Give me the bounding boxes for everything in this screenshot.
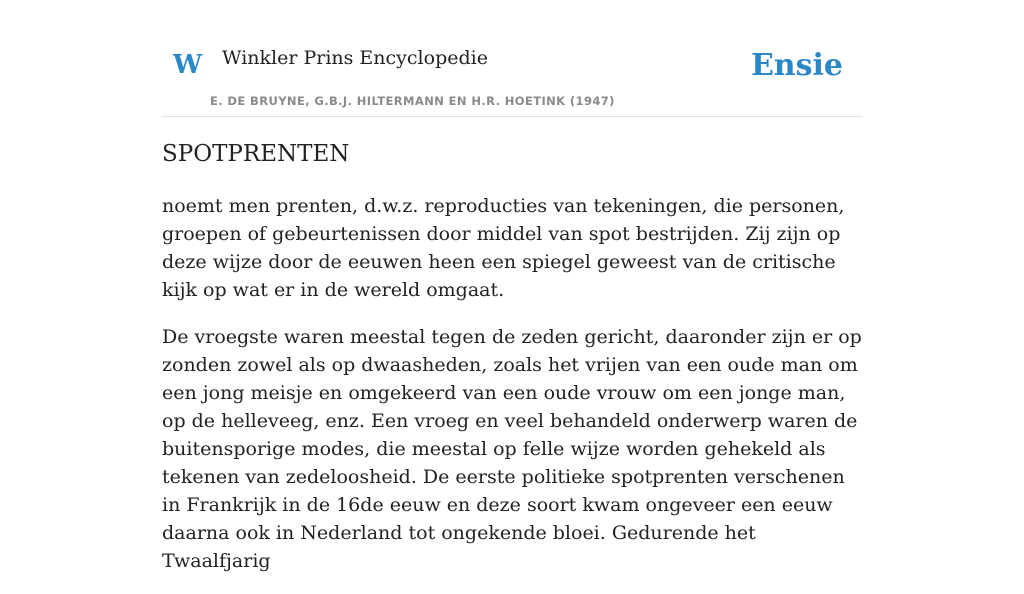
header xyxy=(162,0,862,117)
source-title[interactable]: Winkler Prins Encyclopedie xyxy=(222,47,488,69)
page xyxy=(162,0,862,572)
source-logo[interactable]: W xyxy=(173,50,203,80)
paragraph: noemt men prenten, d.w.z. reproducties van tekeningen, die personen, groepen of gebeurtenissen door middel van spot bestrijden. Zij zijn op deze wijze door de eeuwen heen een spiegel geweest van de critische kijk op wat er in de wereld omgaat. xyxy=(162,195,845,301)
entry-title: SPOTPRENTEN xyxy=(162,141,350,167)
paragraph: De vroegste waren meestal tegen de zeden gericht, daaronder zijn er op zonden zowel als op dwaasheden, zoals het vrijen van een oude man om een jong meisje en omgekeerd van een oude vrouw om een jonge man, op de helleveeg, enz. Een vroeg en veel behandeld onderwerp waren de buitensporige modes, die meestal op felle wijze worden gehekeld als tekenen van zedeloosheid. De eerste politieke spotprenten verschenen in Frankrijk in de 16de eeuw en deze soort kwam ongeveer een eeuw daarna ook in Nederland tot ongekende bloei. Gedurende het Twaalfjarig xyxy=(162,326,862,572)
entry-body xyxy=(162,192,862,594)
ensie-logo-link[interactable]: Ensie xyxy=(750,48,843,83)
source-authors: E. DE BRUYNE, G.B.J. HILTERMANN EN H.R. HOETINK (1947) xyxy=(210,94,615,108)
